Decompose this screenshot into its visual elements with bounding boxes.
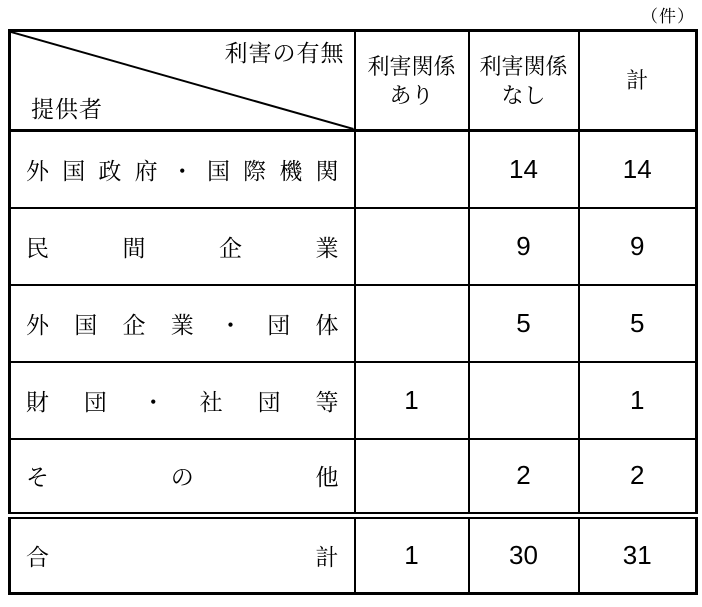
header-row xyxy=(10,31,697,131)
row-label-cell xyxy=(10,362,355,439)
total-cell-value-ari: 1 xyxy=(355,516,469,594)
column-header-total xyxy=(579,31,697,131)
table-row xyxy=(10,208,697,285)
row-label: そ の 他 xyxy=(26,464,339,491)
cell-value-nashi: 9 xyxy=(469,208,579,285)
cell-value-ari xyxy=(355,131,469,208)
cell-value-total: 5 xyxy=(579,285,697,362)
row-label: 財 団 ・ 社 団 等 xyxy=(26,388,339,415)
total-row xyxy=(10,516,697,594)
column-header-line: 利害関係 xyxy=(367,53,456,79)
cell-value-nashi: 2 xyxy=(469,439,579,516)
header-corner-cell xyxy=(10,31,355,131)
row-label-cell xyxy=(10,131,355,208)
cell-value-nashi xyxy=(469,362,579,439)
column-header-line: なし xyxy=(501,82,546,108)
table-row xyxy=(10,131,697,208)
row-label: 外 国 企 業 ・ 団 体 xyxy=(26,311,339,338)
total-row-label: 合 計 xyxy=(26,544,339,570)
total-cell-value-total: 31 xyxy=(579,516,697,594)
row-label: 民 間 企 業 xyxy=(26,234,339,261)
cell-value-ari xyxy=(355,439,469,516)
table-row xyxy=(10,439,697,516)
row-label: 外 国 政 府 ・ 国 際 機 関 xyxy=(26,157,339,184)
column-header-line: あり xyxy=(389,82,434,108)
row-label-cell xyxy=(10,208,355,285)
corner-label-interest: 利害の有無 xyxy=(224,40,345,66)
column-header-line: 計 xyxy=(626,68,649,93)
cell-value-total: 14 xyxy=(579,131,697,208)
total-cell-value-nashi: 30 xyxy=(469,516,579,594)
unit-label: （件） xyxy=(641,7,695,26)
cell-value-ari xyxy=(355,208,469,285)
cell-value-nashi: 14 xyxy=(469,131,579,208)
corner-label-provider: 提供者 xyxy=(31,96,103,122)
cell-value-total: 1 xyxy=(579,362,697,439)
column-header-line: 利害関係 xyxy=(479,53,568,79)
cell-value-ari xyxy=(355,285,469,362)
column-header-interest-yes xyxy=(355,31,469,131)
cell-value-total: 2 xyxy=(579,439,697,516)
column-header-interest-no xyxy=(469,31,579,131)
interest-relation-table xyxy=(8,29,698,595)
cell-value-ari: 1 xyxy=(355,362,469,439)
total-row-label-cell xyxy=(10,516,355,594)
table-row xyxy=(10,285,697,362)
cell-value-total: 9 xyxy=(579,208,697,285)
row-label-cell xyxy=(10,285,355,362)
cell-value-nashi: 5 xyxy=(469,285,579,362)
row-label-cell xyxy=(10,439,355,516)
table-row xyxy=(10,362,697,439)
